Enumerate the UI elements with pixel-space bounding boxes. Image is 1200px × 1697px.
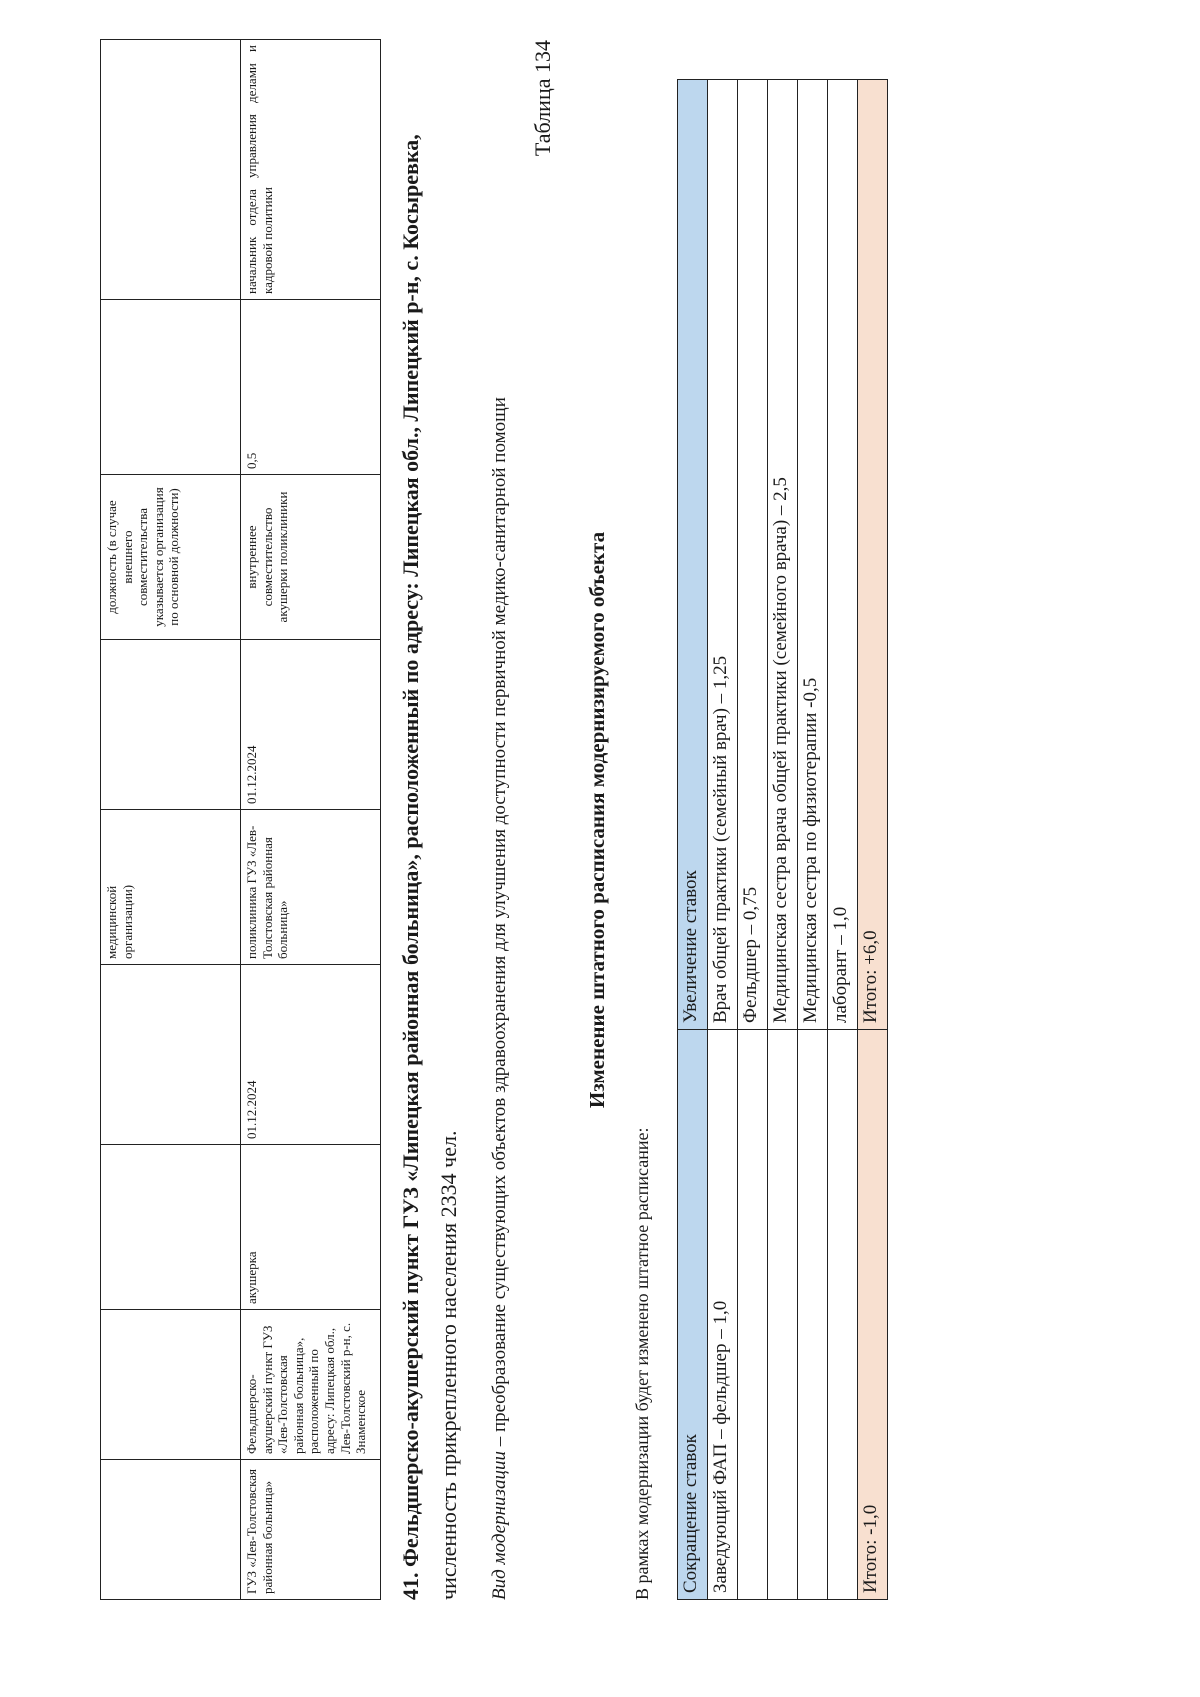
cell-date2: 01.12.2024 (241, 640, 381, 810)
total-increase: Итого: +6,0 (858, 80, 888, 1030)
top-table (100, 39, 381, 1600)
increase-cell: Врач общей практики (семейный врач) – 1,25 (708, 80, 738, 1030)
cell-responsible: начальник отдела управления делами и кадровой политики (241, 40, 381, 300)
cell-job: внутреннее совместительство акушерки поликлиники (241, 475, 381, 640)
col-increase-header: Увеличение ставок (678, 80, 708, 1030)
table-row (798, 80, 828, 1600)
section-subtitle: Изменение штатного расписания модернизируемого объекта (585, 531, 609, 1109)
table-row (768, 80, 798, 1600)
header-cell-position: должность (в случае внешнего совместительства указывается организация по основной должности) (101, 475, 241, 640)
increase-cell: Медицинская сестра по физиотерапии -0,5 (798, 80, 828, 1030)
increase-cell: Медицинская сестра врача общей практики (семейного врача) – 2,5 (768, 80, 798, 1030)
cell-place: поликлиника ГУЗ «Лев-Толстовская районная больница» (241, 810, 381, 965)
top-table-header-row (101, 40, 241, 1600)
reduce-cell: Заведующий ФАП – фельдшер – 1,0 (708, 1030, 738, 1600)
top-table-row (241, 40, 381, 1600)
rotated-content (100, 40, 1160, 1600)
heading-population: численность прикрепленного населения 2334 чел. (436, 1130, 461, 1600)
total-reduce: Итого: -1,0 (858, 1030, 888, 1600)
reduce-cell (798, 1030, 828, 1600)
col-reduce-header: Сокращение ставок (678, 1030, 708, 1600)
cell-position: акушерка (241, 1145, 381, 1310)
staff-table (677, 79, 888, 1600)
table-row (708, 80, 738, 1600)
increase-cell: лаборант – 1,0 (828, 80, 858, 1030)
header-cell-medical-org: медицинской организации) (101, 810, 241, 965)
reduce-cell (768, 1030, 798, 1600)
cell-date1: 01.12.2024 (241, 965, 381, 1145)
reduce-cell (738, 1030, 768, 1600)
modernization-label: Вид модернизации (489, 1451, 510, 1600)
table-row (828, 80, 858, 1600)
staff-table-total (858, 80, 888, 1600)
table-row (738, 80, 768, 1600)
reduce-cell (828, 1030, 858, 1600)
modernization-type (484, 40, 516, 1600)
increase-cell: Фельдшер – 0,75 (738, 80, 768, 1030)
staff-table-header (678, 80, 708, 1600)
modernization-text: – преобразование существующих объектов здравоохранения для улучшения доступности первичной медико-санитарной помощи (489, 397, 510, 1452)
cell-rate: 0,5 (241, 300, 381, 475)
cell-object: Фельдшерско-акушерский пункт ГУЗ «Лев-Толстовская районная больница», расположенный по адресу: Липецкая обл., Лев-Толстовский р-н, с. Знаменское (241, 1310, 381, 1460)
table-number: Таблица 134 (530, 40, 555, 157)
section-heading (392, 40, 468, 1600)
heading-bold: 41. Фельдшерско-акушерский пункт ГУЗ «Липецкая районная больница», расположенный по адресу: Липецкая обл., Липецкий р-н, с. Косыревка, (398, 134, 423, 1600)
cell-org: ГУЗ «Лев-Толстовская районная больница» (241, 1460, 381, 1600)
intro-text: В рамках модернизации будет изменено штатное расписание: (632, 1127, 652, 1600)
